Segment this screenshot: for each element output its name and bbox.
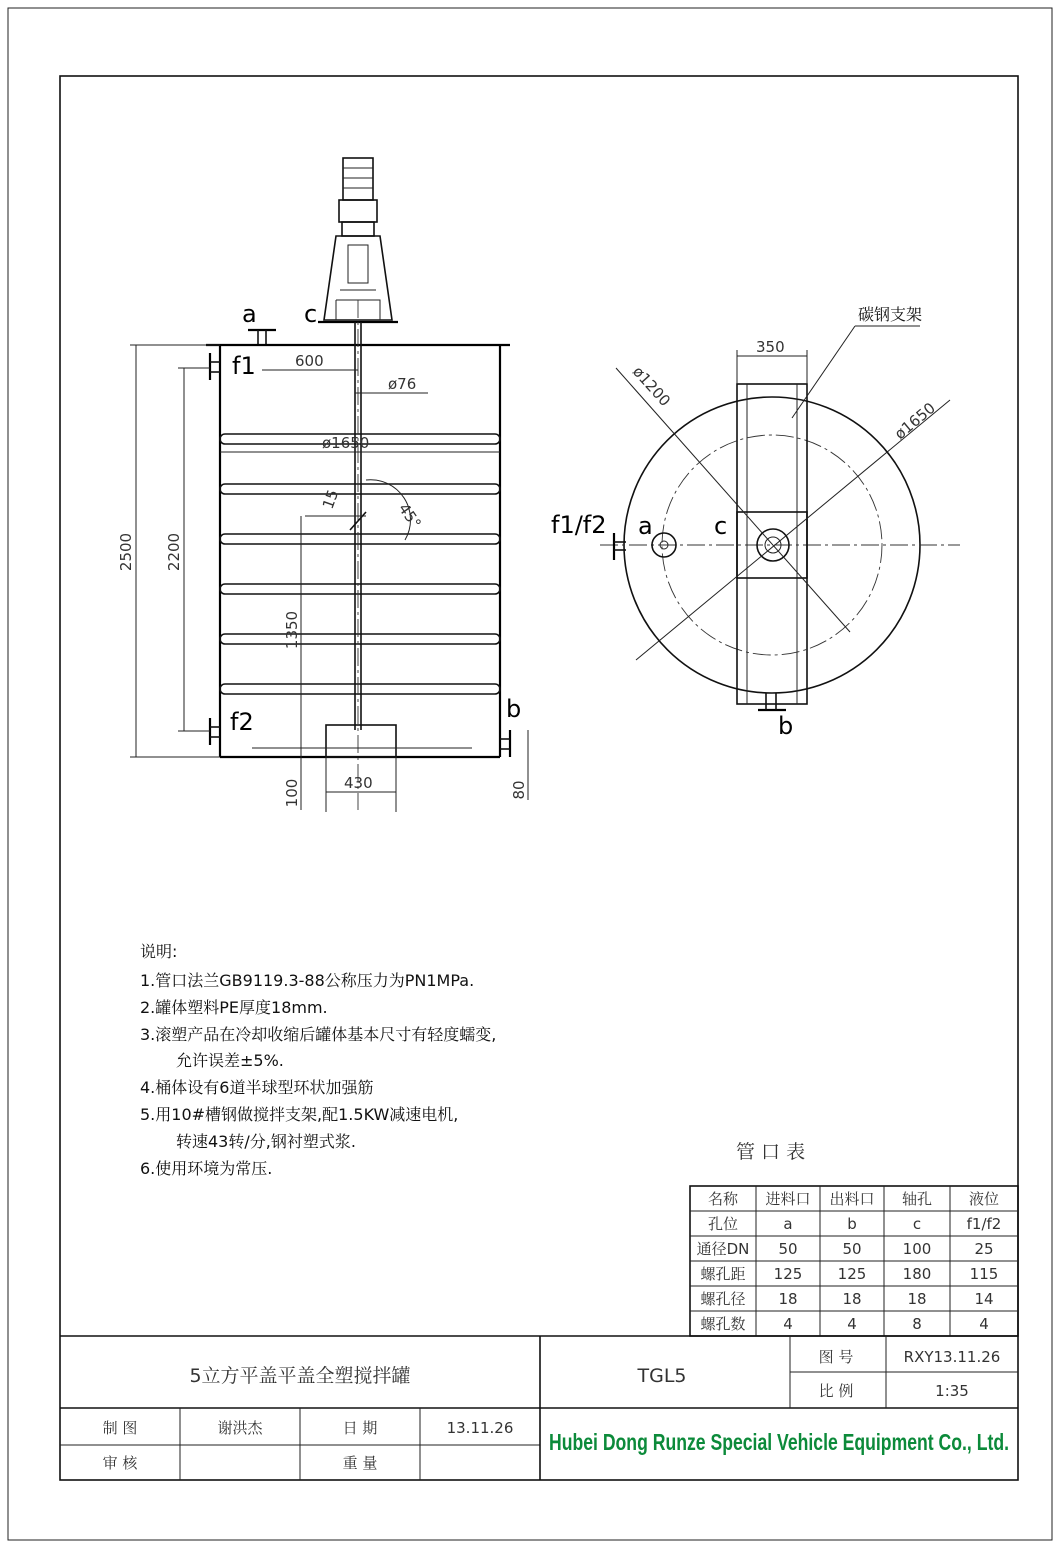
drawing-no: RXY13.11.26: [903, 1348, 1001, 1366]
label-f1f2-plan: f1/f2: [551, 511, 607, 539]
date-value: 13.11.26: [446, 1419, 514, 1437]
dim-350: 350: [756, 338, 785, 356]
cell-r1-c1: a: [783, 1215, 793, 1233]
note-5: 5.用10#槽钢做搅拌支架,配1.5KW减速电机,: [140, 1105, 459, 1124]
dim-2500: 2500: [117, 532, 135, 572]
label-c-top: c: [304, 300, 318, 328]
cell-r3-c2: 125: [837, 1265, 867, 1283]
label-c-plan: c: [714, 512, 728, 540]
cell-r1-c2: b: [847, 1215, 857, 1233]
model-number: TGL5: [637, 1365, 687, 1387]
cell-r3-c1: 125: [773, 1265, 803, 1283]
label-f2: f2: [230, 708, 254, 736]
elevation-view: [117, 158, 528, 812]
scale-label: 比 例: [818, 1382, 854, 1400]
dim-1350: 1350: [283, 610, 301, 650]
cell-r4-c0: 螺孔径: [700, 1290, 746, 1308]
cell-r5-c0: 螺孔数: [700, 1315, 746, 1333]
cell-r2-c2: 50: [842, 1240, 862, 1258]
cell-r1-c0: 孔位: [707, 1215, 739, 1233]
drawing-frame: [60, 76, 1018, 1480]
cell-r0-c3: 轴孔: [901, 1190, 933, 1208]
drawing-no-label: 图 号: [818, 1348, 854, 1366]
label-f1: f1: [232, 352, 256, 380]
note-3: 3.滚塑产品在冷却收缩后罐体基本尺寸有轻度蠕变,: [140, 1025, 497, 1044]
date-label: 日 期: [342, 1419, 378, 1437]
dim-600: 600: [295, 352, 324, 370]
cell-r5-c1: 4: [783, 1315, 793, 1333]
title-block: [60, 1336, 1018, 1480]
company-name: Hubei Dong Runze Special Vehicle Equipment Co., Ltd.: [549, 1429, 1009, 1455]
cell-r2-c0: 通径DN: [696, 1240, 750, 1258]
cell-r4-c4: 14: [974, 1290, 994, 1308]
cell-r4-c1: 18: [778, 1290, 798, 1308]
dim-1650-elev: ø1650: [322, 434, 370, 452]
reinforcement-rings: [220, 434, 500, 694]
motor: [343, 158, 373, 200]
nozzle-table: [690, 1141, 1018, 1336]
reducer: [339, 200, 377, 222]
cell-r0-c0: 名称: [707, 1190, 739, 1208]
dim-1200: ø1200: [629, 362, 675, 410]
cell-r0-c4: 液位: [968, 1190, 1000, 1208]
dim-2200: 2200: [165, 532, 183, 572]
dim-100: 100: [283, 778, 301, 808]
notes-title: 说明:: [140, 942, 178, 961]
cell-r5-c2: 4: [847, 1315, 857, 1333]
label-support: 碳钢支架: [858, 305, 923, 324]
dim-80: 80: [510, 780, 528, 800]
note-6: 6.使用环境为常压.: [140, 1159, 273, 1178]
cell-r5-c4: 4: [979, 1315, 989, 1333]
cell-r1-c4: f1/f2: [966, 1215, 1002, 1233]
note-4: 4.桶体设有6道半球型环状加强筋: [140, 1078, 374, 1097]
plan-view: [551, 305, 960, 740]
cell-r0-c2: 出料口: [829, 1190, 875, 1208]
cell-r2-c1: 50: [778, 1240, 798, 1258]
label-b-plan: b: [778, 712, 794, 740]
dim-76: ø76: [388, 375, 417, 393]
label-a-top: a: [242, 300, 257, 328]
label-a-plan: a: [638, 512, 653, 540]
dim-45: 45°: [394, 499, 425, 533]
cell-r5-c3: 8: [912, 1315, 922, 1333]
label-b-side: b: [506, 695, 522, 723]
cell-r0-c1: 进料口: [765, 1190, 811, 1208]
cell-r4-c3: 18: [907, 1290, 927, 1308]
elevation-dimensions: [117, 345, 528, 812]
checked-label: 审 核: [102, 1454, 138, 1472]
weight-label: 重 量: [342, 1454, 378, 1472]
cell-r2-c4: 25: [974, 1240, 994, 1258]
drawn-label: 制 图: [102, 1419, 138, 1437]
nozzle-table-title: 管 口 表: [736, 1141, 806, 1163]
note-1: 1.管口法兰GB9119.3-88公称压力为PN1MPa.: [140, 971, 475, 990]
note-3-cont: 允许误差±5%.: [176, 1051, 284, 1070]
note-2: 2.罐体塑料PE厚度18mm.: [140, 998, 328, 1017]
sheet-outer-border: [8, 8, 1052, 1540]
product-name: 5立方平盖平盖全塑搅拌罐: [189, 1365, 411, 1387]
cell-r3-c0: 螺孔距: [700, 1265, 746, 1283]
dim-15: 15: [318, 487, 343, 512]
dim-1650-plan: ø1650: [891, 398, 939, 444]
cell-r1-c3: c: [912, 1215, 922, 1233]
notes-block: [140, 942, 496, 1178]
cell-r2-c3: 100: [902, 1240, 932, 1258]
dim-430: 430: [344, 774, 373, 792]
drawn-by: 谢洪杰: [217, 1419, 263, 1437]
cell-r4-c2: 18: [842, 1290, 862, 1308]
cell-r3-c4: 115: [969, 1265, 999, 1283]
cell-r3-c3: 180: [902, 1265, 932, 1283]
scale-value: 1:35: [935, 1382, 969, 1400]
note-5-cont: 转速43转/分,钢衬塑式浆.: [176, 1132, 356, 1151]
